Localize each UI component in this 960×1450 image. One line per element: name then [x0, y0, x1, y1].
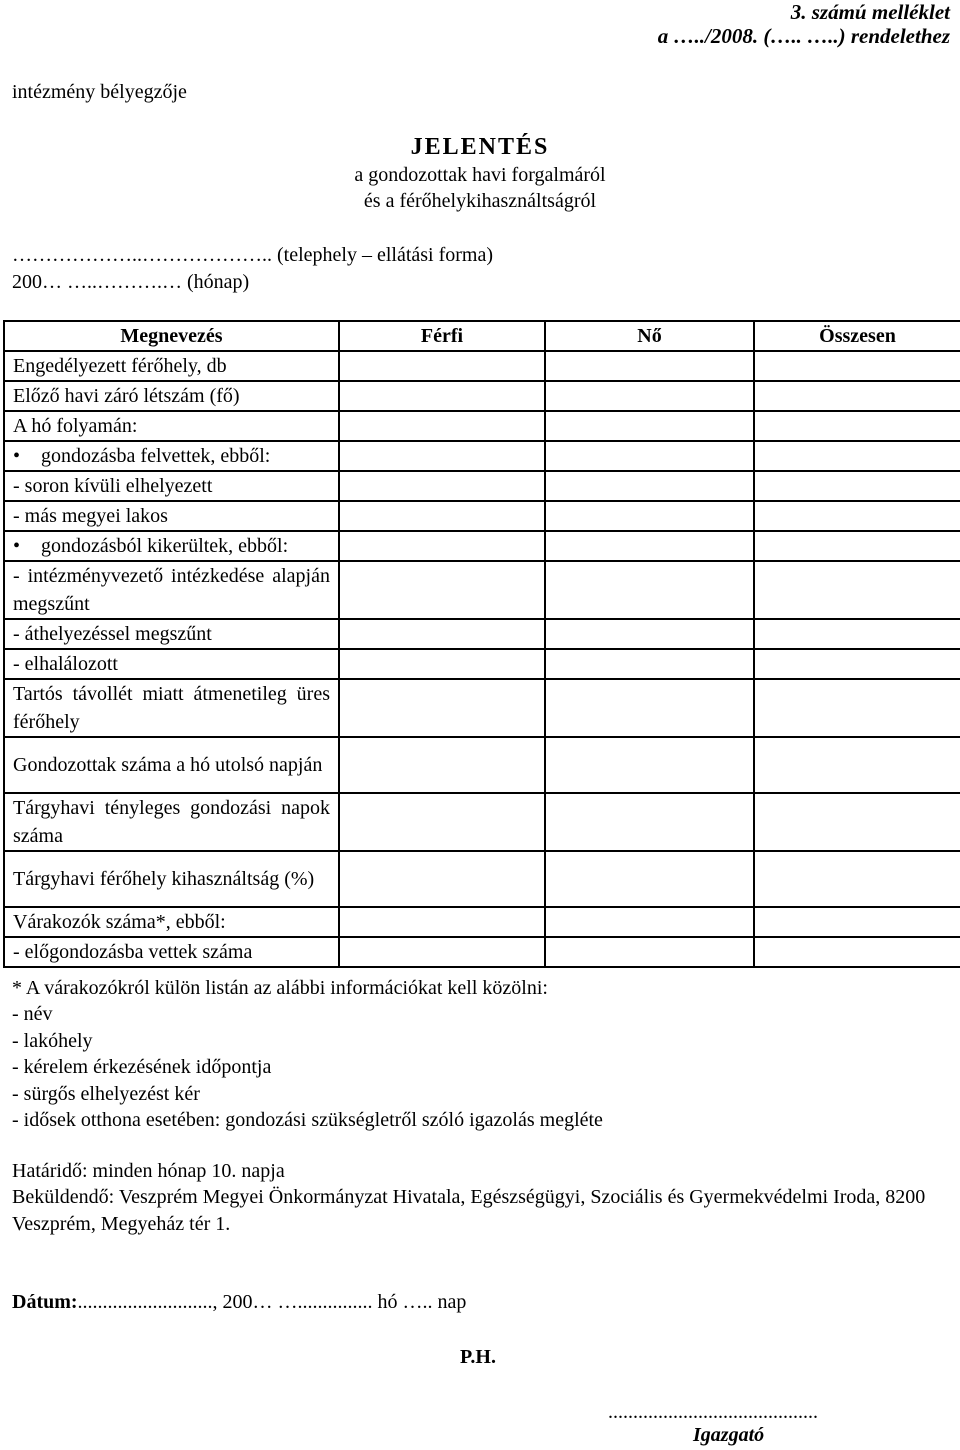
annex-decree: a …../2008. (….. …..) rendelethez [657, 24, 950, 48]
value-cell-total[interactable] [754, 793, 960, 851]
header-male: Férfi [339, 321, 545, 351]
table-row [4, 471, 960, 501]
row-label-cell [4, 649, 339, 679]
row-label-cell [4, 441, 339, 471]
bullet-icon: • [13, 535, 21, 557]
row-label: Várakozók száma*, ebből: [13, 911, 226, 933]
seal-placeholder: P.H. [460, 1346, 496, 1368]
value-cell-female[interactable] [545, 679, 754, 737]
table-row [4, 619, 960, 649]
value-cell-male[interactable] [339, 937, 545, 967]
row-label-cell [4, 907, 339, 937]
annex-reference [658, 0, 950, 48]
row-label: Előző havi záró létszám (fő) [13, 385, 240, 407]
row-label-cell [4, 501, 339, 531]
value-cell-male[interactable] [339, 381, 545, 411]
value-cell-total[interactable] [754, 531, 960, 561]
value-cell-male[interactable] [339, 351, 545, 381]
notes-intro: * A várakozókról külön listán az alábbi információkat kell közölni: [12, 977, 548, 999]
row-label: Tárgyhavi férőhely kihasználtság (%) [13, 868, 315, 890]
report-subtitle-1: a gondozottak havi forgalmáról [354, 164, 606, 186]
value-cell-total[interactable] [754, 907, 960, 937]
month-field[interactable]: 200… …..……….… (hónap) [12, 271, 250, 293]
note-item: - idősek otthona esetében: gondozási szükségletről szóló igazolás megléte [12, 1109, 603, 1132]
row-label-cell [4, 531, 339, 561]
value-cell-female[interactable] [545, 907, 754, 937]
value-cell-female[interactable] [545, 381, 754, 411]
table-row [4, 679, 960, 737]
row-label: - áthelyezéssel megszűnt [13, 623, 212, 645]
row-label-cell [4, 679, 339, 737]
value-cell-female[interactable] [545, 619, 754, 649]
value-cell-female[interactable] [545, 937, 754, 967]
table-row [4, 737, 960, 793]
row-label-cell [4, 351, 339, 381]
table-row [4, 501, 960, 531]
row-label-cell [4, 471, 339, 501]
row-label: Engedélyezett férőhely, db [13, 355, 227, 377]
value-cell-male[interactable] [339, 501, 545, 531]
value-cell-total[interactable] [754, 501, 960, 531]
table-row [4, 937, 960, 967]
value-cell-total[interactable] [754, 737, 960, 793]
value-cell-male[interactable] [339, 737, 545, 793]
row-label: - előgondozásba vettek száma [13, 941, 253, 963]
value-cell-total[interactable] [754, 441, 960, 471]
row-label: - intézményvezető intézkedése alapján megszűnt [13, 565, 330, 615]
date-field[interactable]: ..........................., 200… …............... hó ….. nap [77, 1291, 467, 1313]
value-cell-male[interactable] [339, 561, 545, 619]
report-subtitle-2: és a férőhelykihasználtságról [363, 190, 597, 212]
deadline-text: Határidő: minden hónap 10. napja [12, 1160, 285, 1182]
note-item: - sürgős elhelyezést kér [12, 1082, 200, 1105]
table-header-row [4, 321, 960, 351]
value-cell-male[interactable] [339, 411, 545, 441]
value-cell-female[interactable] [545, 737, 754, 793]
value-cell-male[interactable] [339, 619, 545, 649]
value-cell-female[interactable] [545, 793, 754, 851]
note-item: - név [12, 1003, 53, 1026]
value-cell-total[interactable] [754, 679, 960, 737]
value-cell-total[interactable] [754, 851, 960, 907]
report-table [3, 320, 960, 968]
value-cell-total[interactable] [754, 471, 960, 501]
value-cell-male[interactable] [339, 907, 545, 937]
table-row [4, 381, 960, 411]
institution-stamp-label: intézmény bélyegzője [12, 81, 187, 103]
value-cell-female[interactable] [545, 649, 754, 679]
row-label: gondozásból kikerültek, ebből: [41, 535, 289, 557]
header-female: Nő [545, 321, 754, 351]
table-row [4, 793, 960, 851]
value-cell-total[interactable] [754, 561, 960, 619]
row-label: Tárgyhavi tényleges gondozási napok száma [13, 797, 330, 847]
row-label: gondozásba felvettek, ebből: [41, 445, 271, 467]
value-cell-male[interactable] [339, 441, 545, 471]
row-label: Gondozottak száma a hó utolsó napján [13, 754, 323, 776]
note-item: - lakóhely [12, 1029, 93, 1052]
row-label-cell [4, 411, 339, 441]
send-to-address: Beküldendő: Veszprém Megyei Önkormányzat Hivatala, Egészségügyi, Szociális és Gyermekvédelmi Iroda, 8200 Veszprém, Megyeház tér 1. [12, 1186, 926, 1235]
report-title-block [0, 132, 960, 214]
date-line [12, 1290, 466, 1314]
value-cell-female[interactable] [545, 501, 754, 531]
row-label-cell [4, 937, 339, 967]
row-label: - elhalálozott [13, 653, 118, 675]
value-cell-female[interactable] [545, 441, 754, 471]
row-label-cell [4, 851, 339, 907]
row-label-cell [4, 737, 339, 793]
value-cell-total[interactable] [754, 937, 960, 967]
row-label: A hó folyamán: [13, 415, 138, 437]
value-cell-male[interactable] [339, 649, 545, 679]
site-care-form-field[interactable]: ………………..……………….. (telephely – ellátási forma) [12, 244, 494, 266]
table-row [4, 649, 960, 679]
waitlist-notes [12, 975, 603, 1133]
table-row [4, 351, 960, 381]
value-cell-total[interactable] [754, 619, 960, 649]
header-name: Megnevezés [4, 321, 339, 351]
value-cell-male[interactable] [339, 793, 545, 851]
value-cell-female[interactable] [545, 351, 754, 381]
signature-line[interactable]: .......................................... [608, 1401, 818, 1423]
table-row [4, 907, 960, 937]
value-cell-female[interactable] [545, 531, 754, 561]
value-cell-female[interactable] [545, 561, 754, 619]
value-cell-male[interactable] [339, 851, 545, 907]
value-cell-female[interactable] [545, 411, 754, 441]
row-label: - más megyei lakos [13, 505, 168, 527]
value-cell-total[interactable] [754, 381, 960, 411]
value-cell-total[interactable] [754, 351, 960, 381]
table-row [4, 561, 960, 619]
row-label-cell [4, 793, 339, 851]
value-cell-total[interactable] [754, 411, 960, 441]
row-label-cell [4, 381, 339, 411]
value-cell-total[interactable] [754, 649, 960, 679]
value-cell-male[interactable] [339, 679, 545, 737]
date-label: Dátum: [12, 1291, 78, 1313]
signature-title: Igazgató [693, 1424, 765, 1446]
row-label: - soron kívüli elhelyezett [13, 475, 213, 497]
value-cell-female[interactable] [545, 851, 754, 907]
report-title: JELENTÉS [410, 134, 550, 160]
table-row [4, 531, 960, 561]
annex-number: 3. számú melléklet [790, 0, 950, 24]
row-label-cell [4, 561, 339, 619]
note-item: - kérelem érkezésének időpontja [12, 1056, 272, 1079]
value-cell-male[interactable] [339, 471, 545, 501]
value-cell-female[interactable] [545, 471, 754, 501]
row-label: Tartós távollét miatt átmenetileg üres férőhely [13, 683, 330, 733]
table-row [4, 411, 960, 441]
header-total: Összesen [754, 321, 960, 351]
table-row [4, 851, 960, 907]
bullet-icon: • [13, 445, 21, 467]
value-cell-male[interactable] [339, 531, 545, 561]
table-row [4, 441, 960, 471]
row-label-cell [4, 619, 339, 649]
